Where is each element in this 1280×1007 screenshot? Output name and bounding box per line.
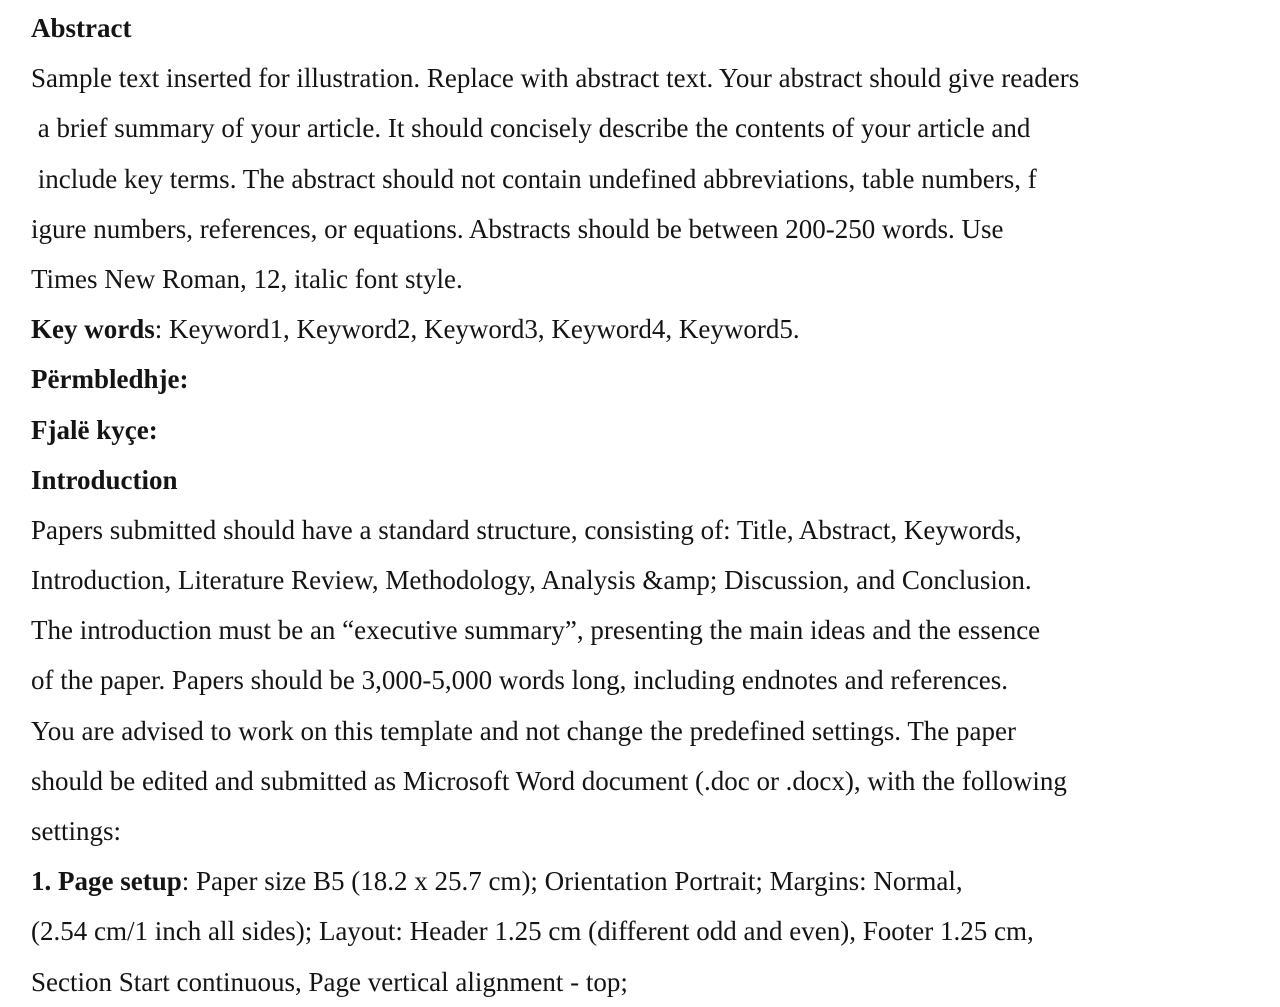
- document-body: [31, 3, 1261, 1007]
- abstract-line-2: a brief summary of your article. It should concisely describe the contents of your article and: [31, 113, 1031, 144]
- abstract-line-4: igure numbers, references, or equations. Abstracts should be between 200-250 words. Use: [31, 213, 1004, 244]
- abstract-line-1: Sample text inserted for illustration. Replace with abstract text. Your abstract should give readers: [31, 63, 1080, 94]
- introduction-line-2: Introduction, Literature Review, Methodology, Analysis &amp; Discussion, and Conclusion.: [31, 565, 1032, 596]
- page-setup-line-3: Section Start continuous, Page vertical alignment - top;: [31, 966, 628, 997]
- introduction-line-5: You are advised to work on this template and not change the predefined settings. The paper: [31, 715, 1016, 746]
- page-setup-line-1: [31, 856, 1261, 906]
- page-setup-line-2: (2.54 cm/1 inch all sides); Layout: Header 1.25 cm (different odd and even), Footer 1.25 cm,: [31, 916, 1034, 947]
- introduction-line-7: settings:: [31, 816, 122, 846]
- introduction-line-6: should be edited and submitted as Microsoft Word document (.doc or .docx), with the following: [31, 765, 1067, 796]
- abstract-line-5: Times New Roman, 12, italic font style.: [31, 263, 463, 294]
- introduction-line-1: Papers submitted should have a standard structure, consisting of: Title, Abstract, Keywords,: [31, 514, 1022, 545]
- introduction-heading: Introduction: [31, 464, 178, 495]
- abstract-line-3: include key terms. The abstract should not contain undefined abbreviations, table numbers, f: [31, 163, 1037, 194]
- keywords-label: Key words: [31, 314, 155, 345]
- page-setup-text: : Paper size B5 (18.2 x 25.7 cm); Orientation Portrait; Margins: Normal,: [181, 866, 963, 897]
- keywords-line: [31, 304, 1261, 354]
- keywords-text: : Keyword1, Keyword2, Keyword3, Keyword4, Keyword5.: [154, 314, 800, 345]
- fjale-kyce-heading: Fjalë kyçe:: [31, 414, 158, 445]
- permbledhje-heading: Përmbledhje:: [31, 364, 189, 395]
- page-setup-label: 1. Page setup: [31, 866, 182, 897]
- introduction-line-3: The introduction must be an “executive summary”, presenting the main ideas and the essence: [31, 615, 1041, 646]
- abstract-heading: Abstract: [31, 13, 132, 43]
- introduction-line-4: of the paper. Papers should be 3,000-5,000 words long, including endnotes and references.: [31, 665, 1009, 696]
